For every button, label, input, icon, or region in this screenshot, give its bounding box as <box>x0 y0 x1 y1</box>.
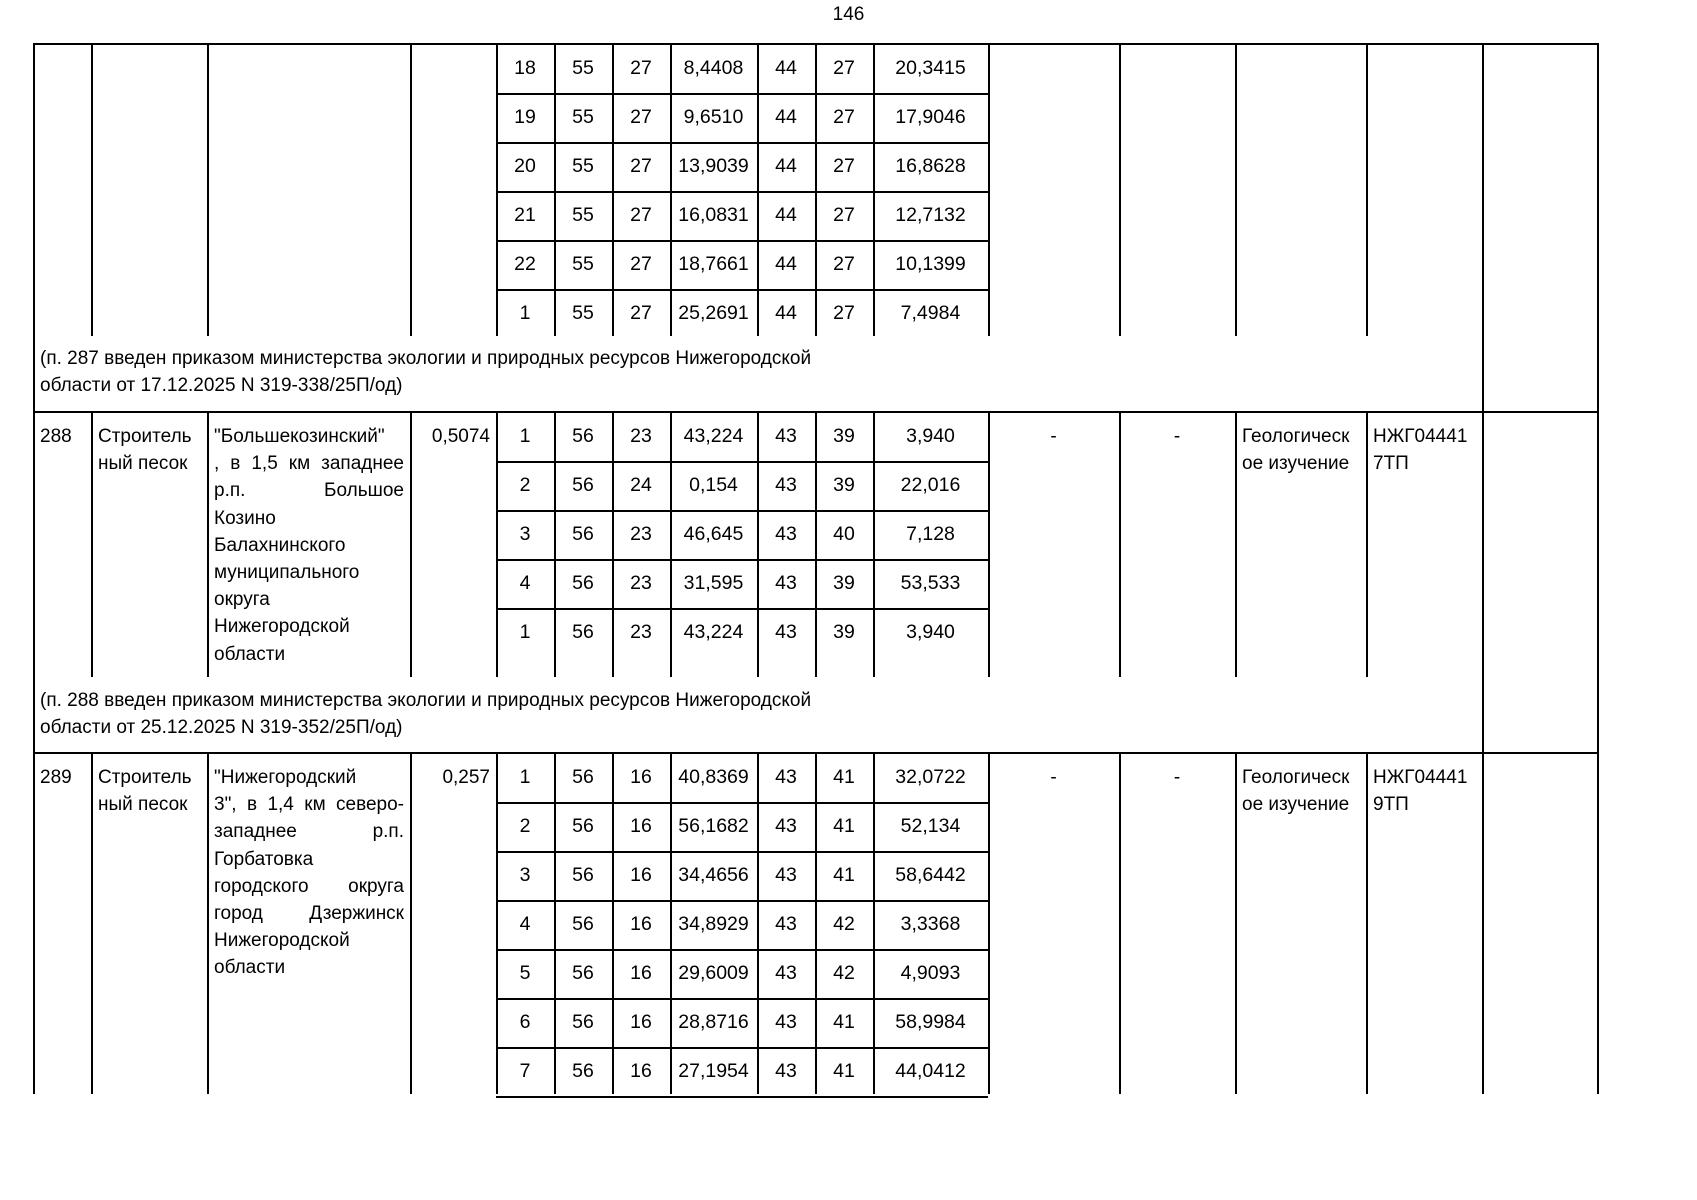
b288-coord-cell: 43 <box>775 523 797 545</box>
column-border <box>1366 752 1368 1094</box>
cont-coord-cell: 27 <box>833 302 855 324</box>
column-border <box>33 43 35 1094</box>
b289-coord-cell: 28,8716 <box>678 1011 749 1033</box>
column-border <box>207 411 209 677</box>
cont-coord-cell: 27 <box>833 155 855 177</box>
cont-coord-cell: 27 <box>833 57 855 79</box>
b288-coord-cell: 56 <box>572 572 594 594</box>
b289-coord-cell: 42 <box>833 962 855 984</box>
b289-coord-cell: 3,3368 <box>900 913 961 935</box>
column-border <box>410 411 412 677</box>
b289-coord-cell: 56 <box>572 864 594 886</box>
column-border <box>91 43 93 336</box>
column-border <box>1119 43 1121 336</box>
b289-coord-cell: 56 <box>572 1060 594 1082</box>
b288-coord-cell: 7,128 <box>906 523 955 545</box>
cont-coord-cell: 21 <box>514 204 536 226</box>
b288-coord-cell: 1 <box>519 621 531 643</box>
b288-coord-cell: 22,016 <box>900 474 961 496</box>
cont-coord-cell: 19 <box>514 106 536 128</box>
b289-coord-cell: 7 <box>519 1060 531 1082</box>
column-border <box>988 411 990 677</box>
amendment-note: области от 25.12.2025 N 319-352/25П/од) <box>40 717 403 738</box>
b289-coord-cell: 4,9093 <box>900 962 961 984</box>
amendment-note: (п. 287 введен приказом министерства экологии и природных ресурсов Нижегородской <box>40 348 812 369</box>
b288-coord-cell: 56 <box>572 621 594 643</box>
b289-coord-cell: 43 <box>775 1060 797 1082</box>
cont-coord-cell: 16,8628 <box>895 155 966 177</box>
cont-coord-cell: 27 <box>630 57 652 79</box>
cont-coord-cell: 27 <box>833 253 855 275</box>
column-border <box>1235 411 1237 677</box>
b289-coord-cell: 41 <box>833 766 855 788</box>
b288-coord-cell: 4 <box>519 572 531 594</box>
cont-coord-cell: 22 <box>514 253 536 275</box>
column-border <box>988 752 990 1094</box>
purpose: Геологическ <box>1242 426 1350 447</box>
column-border <box>410 752 412 1094</box>
b288-coord-cell: 53,533 <box>900 572 961 594</box>
cont-coord-cell: 18,7661 <box>678 253 749 275</box>
mineral-type: ный песок <box>98 794 188 815</box>
site-description: округа <box>214 589 270 611</box>
b288-coord-cell: 3 <box>519 523 531 545</box>
b288-coord-cell: 39 <box>833 425 855 447</box>
cont-coord-cell: 44 <box>775 106 797 128</box>
column-border <box>1482 43 1484 1094</box>
cont-coord-cell: 44 <box>775 302 797 324</box>
column-border <box>410 43 412 336</box>
b289-coord-cell: 34,4656 <box>678 864 749 886</box>
column-border <box>207 752 209 1094</box>
column-border <box>1366 411 1368 677</box>
b288-coord-cell: 39 <box>833 621 855 643</box>
license-number: 7ТП <box>1373 453 1409 474</box>
b288-coord-cell: 23 <box>630 621 652 643</box>
b288-coord-cell: 31,595 <box>683 572 744 594</box>
b289-coord-cell: 27,1954 <box>678 1060 749 1082</box>
cont-coord-cell: 27 <box>630 253 652 275</box>
cont-coord-cell: 55 <box>572 302 594 324</box>
column-border <box>1119 411 1121 677</box>
site-description: Балахнинского <box>214 534 346 556</box>
b288-coord-cell: 3,940 <box>906 621 955 643</box>
purpose: ое изучение <box>1242 453 1350 474</box>
site-description: Горбатовка <box>214 848 314 870</box>
b289-coord-cell: 56,1682 <box>678 815 749 837</box>
cont-coord-cell: 27 <box>630 204 652 226</box>
b288-coord-cell: 43,224 <box>683 621 744 643</box>
b289-coord-cell: 16 <box>630 815 652 837</box>
b289-coord-cell: 56 <box>572 1011 594 1033</box>
cont-coord-cell: 8,4408 <box>683 57 744 79</box>
b289-coord-cell: 16 <box>630 864 652 886</box>
cont-coord-cell: 55 <box>572 204 594 226</box>
cont-coord-cell: 18 <box>514 57 536 79</box>
page-number: 146 <box>832 4 865 25</box>
cont-coord-cell: 27 <box>630 302 652 324</box>
b289-coord-cell: 4 <box>519 913 531 935</box>
b289-coord-cell: 41 <box>833 1011 855 1033</box>
column-border <box>1235 752 1237 1094</box>
cont-coord-cell: 44 <box>775 204 797 226</box>
b288-coord-cell: 43 <box>775 572 797 594</box>
b289-coord-cell: 32,0722 <box>895 766 966 788</box>
b288-coord-cell: 39 <box>833 572 855 594</box>
site-description: городского округа <box>214 875 404 897</box>
b288-coord-cell: 56 <box>572 523 594 545</box>
site-description: области <box>214 957 286 979</box>
b289-coord-cell: 56 <box>572 766 594 788</box>
b289-coord-cell: 44,0412 <box>895 1060 966 1082</box>
license-number: НЖГ04441 <box>1373 426 1468 447</box>
dash-cell: - <box>1050 426 1057 447</box>
column-border <box>91 411 93 677</box>
mineral-type: Строитель <box>98 426 192 447</box>
amendment-note: области от 17.12.2025 N 319-338/25П/од) <box>40 375 403 396</box>
b288-coord-cell: 43 <box>775 621 797 643</box>
cont-coord-cell: 20 <box>514 155 536 177</box>
area-value: 0,257 <box>442 767 490 788</box>
site-description: западнее р.п. <box>214 821 404 843</box>
cont-coord-cell: 25,2691 <box>678 302 749 324</box>
site-description: , в 1,5 км западнее <box>214 453 404 475</box>
cont-coord-cell: 1 <box>519 302 531 324</box>
b289-coord-cell: 56 <box>572 815 594 837</box>
b289-coord-cell: 41 <box>833 815 855 837</box>
dash-cell: - <box>1173 767 1181 788</box>
cont-coord-cell: 27 <box>630 155 652 177</box>
column-border <box>1597 43 1599 1094</box>
site-description: Нижегородской <box>214 616 350 638</box>
b288-coord-cell: 56 <box>572 474 594 496</box>
b289-coord-cell: 52,134 <box>900 815 961 837</box>
b289-coord-cell: 29,6009 <box>678 962 749 984</box>
b289-coord-cell: 16 <box>630 962 652 984</box>
b289-coord-cell: 1 <box>519 766 531 788</box>
mineral-type: ный песок <box>98 453 188 474</box>
b289-coord-cell: 43 <box>775 962 797 984</box>
b289-coord-cell: 58,9984 <box>895 1011 966 1033</box>
b289-coord-cell: 43 <box>775 815 797 837</box>
b289-coord-cell: 16 <box>630 913 652 935</box>
b288-coord-cell: 1 <box>519 425 531 447</box>
purpose: ое изучение <box>1242 794 1350 815</box>
b288-coord-cell: 23 <box>630 523 652 545</box>
b288-coord-cell: 43 <box>775 474 797 496</box>
cont-coord-cell: 27 <box>833 204 855 226</box>
site-description: Козино <box>214 507 276 529</box>
item-number: 288 <box>40 426 72 447</box>
cont-coord-cell: 9,6510 <box>683 106 744 128</box>
column-border <box>207 43 209 336</box>
cont-coord-cell: 44 <box>775 155 797 177</box>
cont-coord-cell: 10,1399 <box>895 253 966 275</box>
b288-coord-cell: 46,645 <box>683 523 744 545</box>
b289-coord-cell: 43 <box>775 913 797 935</box>
b288-coord-cell: 0,154 <box>689 474 738 496</box>
site-description: области <box>214 643 286 665</box>
cont-coord-cell: 16,0831 <box>678 204 749 226</box>
b289-coord-cell: 34,8929 <box>678 913 749 935</box>
b289-coord-cell: 40,8369 <box>678 766 749 788</box>
b288-coord-cell: 24 <box>630 474 652 496</box>
cont-coord-cell: 13,9039 <box>678 155 749 177</box>
site-description: 3", в 1,4 км северо- <box>214 794 404 816</box>
column-border <box>988 43 990 336</box>
cont-coord-cell: 7,4984 <box>900 302 961 324</box>
b288-coord-cell: 3,940 <box>906 425 955 447</box>
site-description: муниципального <box>214 562 360 583</box>
column-border <box>1366 43 1368 336</box>
b289-coord-cell: 6 <box>519 1011 531 1033</box>
b289-coord-cell: 43 <box>775 864 797 886</box>
b289-coord-cell: 2 <box>519 815 531 837</box>
cont-coord-cell: 55 <box>572 106 594 128</box>
cont-coord-cell: 17,9046 <box>895 106 966 128</box>
site-description: "Нижегородский <box>214 767 357 788</box>
b288-coord-cell: 39 <box>833 474 855 496</box>
b289-coord-cell: 43 <box>775 1011 797 1033</box>
b288-coord-cell: 23 <box>630 425 652 447</box>
license-number: 9ТП <box>1373 794 1409 815</box>
cont-coord-cell: 12,7132 <box>895 204 966 226</box>
b288-coord-cell: 2 <box>519 474 531 496</box>
dash-cell: - <box>1173 426 1181 447</box>
column-border <box>1119 752 1121 1094</box>
b289-coord-cell: 43 <box>775 766 797 788</box>
cont-coord-cell: 27 <box>630 106 652 128</box>
amendment-note: (п. 288 введен приказом министерства экологии и природных ресурсов Нижегородской <box>40 690 812 711</box>
b289-coord-cell: 56 <box>572 962 594 984</box>
column-border <box>91 752 93 1094</box>
cont-coord-cell: 55 <box>572 57 594 79</box>
b289-coord-cell: 16 <box>630 1011 652 1033</box>
b288-coord-cell: 43,224 <box>683 425 744 447</box>
b289-coord-cell: 56 <box>572 913 594 935</box>
b288-coord-cell: 56 <box>572 425 594 447</box>
license-number: НЖГ04441 <box>1373 767 1468 788</box>
column-border <box>1235 43 1237 336</box>
purpose: Геологическ <box>1242 767 1350 788</box>
cont-coord-cell: 55 <box>572 155 594 177</box>
b288-coord-cell: 40 <box>833 523 855 545</box>
dash-cell: - <box>1050 767 1057 788</box>
b289-coord-cell: 16 <box>630 1060 652 1082</box>
b288-coord-cell: 23 <box>630 572 652 594</box>
site-description: "Большекозинский" <box>214 426 385 447</box>
b289-coord-cell: 58,6442 <box>895 864 966 886</box>
mineral-type: Строитель <box>98 767 192 788</box>
cont-coord-cell: 44 <box>775 57 797 79</box>
site-description: Нижегородской <box>214 930 350 952</box>
b289-coord-cell: 3 <box>519 864 531 886</box>
item-number: 289 <box>40 767 72 788</box>
b289-coord-cell: 5 <box>519 962 531 984</box>
b289-coord-cell: 42 <box>833 913 855 935</box>
site-description: город Дзержинск <box>214 903 404 924</box>
row-border <box>496 1096 988 1098</box>
cont-coord-cell: 55 <box>572 253 594 275</box>
b289-coord-cell: 41 <box>833 1060 855 1082</box>
cont-coord-cell: 44 <box>775 253 797 275</box>
cont-coord-cell: 27 <box>833 106 855 128</box>
site-description: р.п. Большое <box>214 480 404 502</box>
b288-coord-cell: 43 <box>775 425 797 447</box>
cont-coord-cell: 20,3415 <box>895 57 966 79</box>
area-value: 0,5074 <box>431 426 490 447</box>
b289-coord-cell: 41 <box>833 864 855 886</box>
b289-coord-cell: 16 <box>630 766 652 788</box>
